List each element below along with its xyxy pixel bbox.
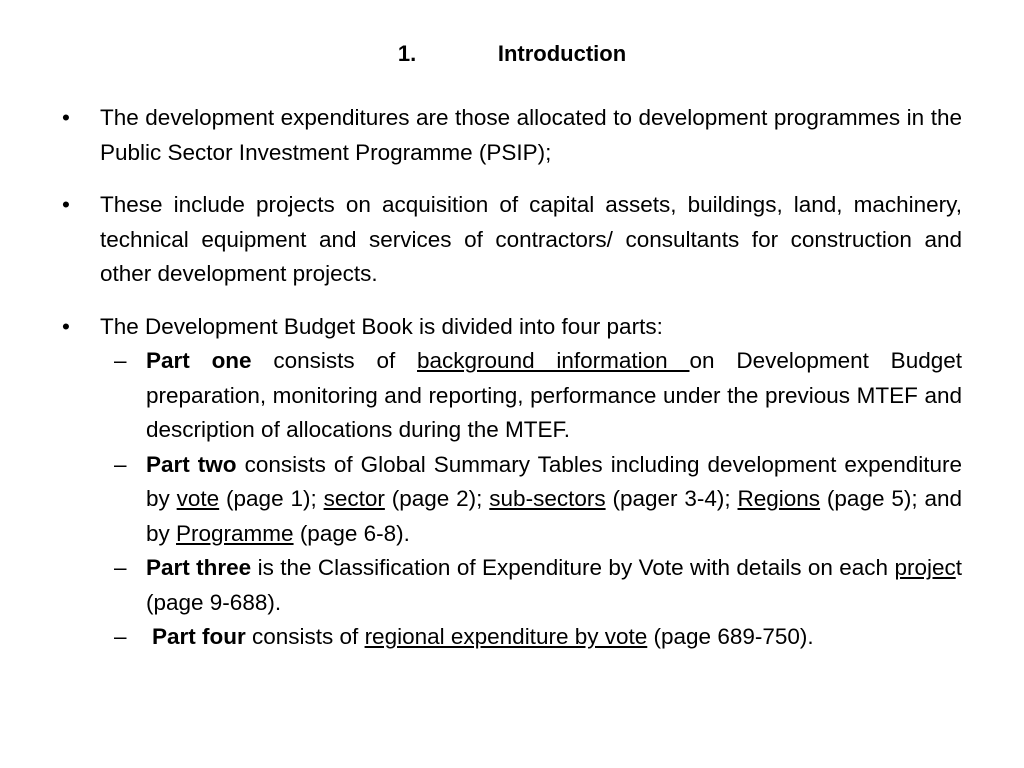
bullet-text: The development expenditures are those allocated to development programmes in the Public Sector Investment Programme (PSIP); bbox=[100, 105, 962, 165]
part-text: t (page 9-688). bbox=[146, 555, 962, 615]
bullet-icon: • bbox=[62, 313, 70, 339]
programme-link[interactable]: Programme bbox=[176, 520, 294, 546]
bullet-item bbox=[62, 188, 962, 292]
parts-list bbox=[62, 344, 962, 655]
slide-content bbox=[62, 101, 962, 655]
part-four-item bbox=[62, 620, 962, 655]
bullet-text: The Development Budget Book is divided into four parts: bbox=[100, 313, 663, 339]
dash-icon: – bbox=[114, 348, 127, 373]
part-three-item bbox=[62, 551, 962, 620]
bullet-icon: • bbox=[62, 192, 70, 217]
part-one-label: Part one bbox=[146, 348, 252, 373]
part-text: consists of bbox=[245, 624, 365, 649]
part-two-label: Part two bbox=[146, 451, 237, 477]
bullet-text: These include projects on acquisition of capital assets, buildings, land, machinery, technical equipment and services of contractors/ consultants for construction and other development projects. bbox=[100, 192, 962, 286]
sub-sectors-link[interactable]: sub-sectors bbox=[489, 486, 606, 511]
part-two-item bbox=[62, 448, 962, 552]
bullet-item bbox=[62, 310, 962, 345]
part-text: is the Classification of Expenditure by Vote with details on each bbox=[251, 555, 895, 580]
dash-icon: – bbox=[114, 624, 127, 649]
part-four-label: Part four bbox=[152, 624, 246, 649]
part-text: consists of Global Summary Tables including development expenditure by bbox=[146, 451, 962, 511]
sector-link[interactable]: sector bbox=[323, 486, 385, 511]
bullet-item bbox=[62, 101, 962, 170]
part-text: (page 689-750). bbox=[647, 624, 814, 649]
slide-title bbox=[0, 40, 1024, 68]
part-text: (page 5); and by bbox=[146, 486, 963, 546]
part-three-label: Part three bbox=[146, 555, 252, 580]
background-information-link[interactable]: background information bbox=[417, 348, 690, 373]
part-text: consists of bbox=[251, 348, 418, 373]
vote-link[interactable]: vote bbox=[176, 486, 220, 511]
dash-icon: – bbox=[114, 451, 127, 477]
regions-link[interactable]: Regions bbox=[737, 486, 821, 511]
part-text: (pager 3-4); bbox=[605, 486, 738, 511]
dash-icon: – bbox=[114, 555, 127, 580]
bullet-icon: • bbox=[62, 105, 70, 130]
part-text: on Development Budget preparation, monitoring and reporting, performance under the previous MTEF and description of allocations during the MTEF. bbox=[146, 348, 962, 442]
project-link[interactable]: projec bbox=[894, 555, 956, 580]
part-one-item bbox=[62, 344, 962, 448]
part-text: (page 2); bbox=[384, 486, 490, 511]
title-text: Introduction bbox=[497, 41, 627, 66]
part-text: (page 1); bbox=[219, 486, 324, 511]
part-text: (page 6-8). bbox=[293, 520, 410, 546]
title-number: 1. bbox=[397, 41, 417, 66]
regional-expenditure-link[interactable]: regional expenditure by vote bbox=[364, 624, 648, 649]
